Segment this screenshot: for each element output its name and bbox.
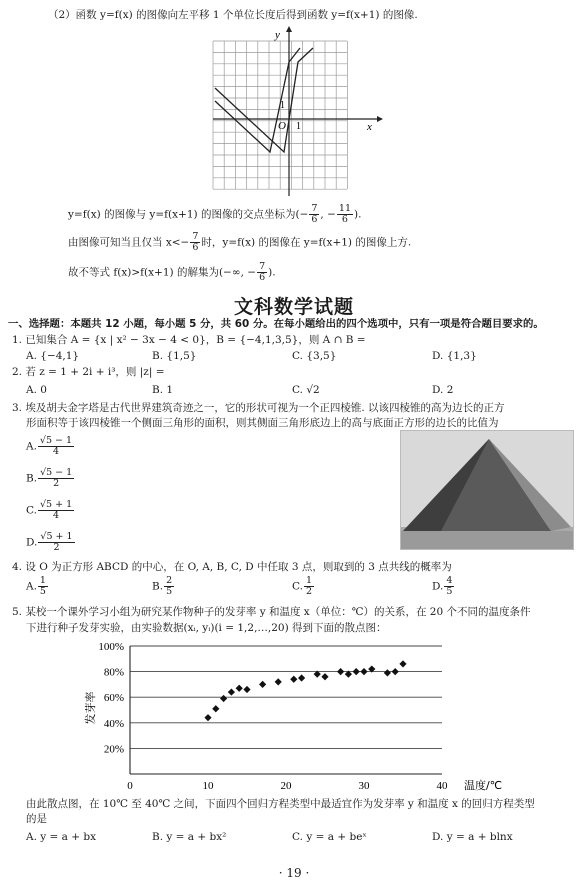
q4-option-b: B. $\frac{2}{5}$ [152,575,173,597]
data-point [290,676,297,683]
q2-stem: 2. 若 z = 1 + 2i + i³，则 |z| = [12,366,165,378]
y-tick-label: 60% [103,692,124,705]
q3-option-a: A. $\frac{√5 - 1}{4}$ [26,435,73,457]
y-tick-label: 100% [98,641,124,653]
data-point [220,695,227,702]
q1-option-d: D. {1,3} [432,350,477,362]
solution-line: 故不等式 f(x)>f(x+1) 的解集为(−∞, − $\frac{7}{6}$ ). [68,261,276,283]
graph-y-one-label: 1 [280,100,285,111]
q2-option-d: D. 2 [432,384,454,396]
q5-option-b: B. y = a + bx² [152,831,227,843]
intersection-line: y=f(x) 的图像与 y=f(x+1) 的图像的交点坐标为(− $\frac{7}{6}$ , − $\frac{11}{6}$ ). [68,203,362,225]
function-graph [205,26,385,206]
x-tick-label: 10 [202,780,214,792]
data-point [353,668,360,675]
q4-option-d: D. $\frac{4}{5}$ [432,575,453,597]
data-point [228,688,235,695]
data-point [259,681,266,688]
q5-option-a: A. y = a + bx [26,831,97,843]
observation-line: 由图像可知当且仅当 x<− $\frac{7}{6}$ 时，y=f(x) 的图像在 y=f(x+1) 的图像上方. [68,231,412,253]
data-point [243,686,250,693]
q4-stem: 4. 设 O 为正方形 ABCD 的中心，在 O, A, B, C, D 中任取 3 点，则取到的 3 点共线的概率为 [12,561,452,573]
q4-option-a: A. $\frac{1}{5}$ [26,575,46,597]
y-tick-label: 20% [103,743,124,756]
q5-after-line1: 由此散点图，在 10℃ 至 40℃ 之间，下面四个回归方程类型中最适宜作为发芽率 y 和温度 x 的回归方程类型 [26,798,535,810]
data-point [236,685,243,692]
q5-option-c: C. y = a + beˣ [292,831,367,843]
q1-option-b: B. {1,5} [152,350,197,362]
data-point [360,668,367,675]
q1-option-a: A. {−4,1} [26,350,80,362]
q5-stem-line1: 5. 某校一个课外学习小组为研究某作物种子的发芽率 y 和温度 x（单位：℃）的关系，在 20 个不同的温度条件 [12,606,531,618]
q1-stem: 1. 已知集合 A = {x | x² − 3x − 4 < 0}，B = {−4,1,3,5}，则 A ∩ B = [12,334,366,346]
q5-option-d: D. y = a + blnx [432,831,513,843]
x-axis-label: 温度/℃ [464,779,503,792]
q2-option-c: C. √2 [292,384,320,396]
data-point [337,668,344,675]
q3-option-d: D. $\frac{√5 + 1}{2}$ [26,531,73,553]
x-tick-label: 20 [280,780,292,792]
data-point [399,660,406,667]
y-tick-label: 80% [103,666,124,679]
data-point [321,673,328,680]
data-point [298,674,305,681]
x-tick-label: 40 [436,780,448,792]
q3-option-c: C. $\frac{√5 + 1}{4}$ [26,499,73,521]
graph-origin-label: O [278,120,286,132]
q3-option-b: B. $\frac{√5 - 1}{2}$ [26,467,73,489]
data-point [392,668,399,675]
graph-x-one-label: 1 [296,121,301,132]
y-tick-label: 40% [103,717,124,730]
graph-x-label: x [367,121,372,133]
part2-text: （2）函数 y=f(x) 的图像向左平移 1 个单位长度后得到函数 y=f(x+1) 的图像. [48,9,418,21]
data-point [204,714,211,721]
q2-option-b: B. 1 [152,384,174,396]
section-title: 文科数学试题 [233,296,354,318]
q4-option-c: C. $\frac{1}{2}$ [292,575,313,597]
q2-option-a: A. 0 [26,384,47,396]
data-point [275,678,282,685]
q5-after-line2: 的是 [26,813,47,825]
q1-option-c: C. {3,5} [292,350,337,362]
page-number: · 19 · [278,866,310,880]
y-axis-label: 发芽率 [84,691,97,725]
germination-scatter-chart [70,638,520,798]
q3-stem-line1: 3. 埃及胡夫金字塔是古代世界建筑奇迹之一，它的形状可视为一个正四棱锥. 以该四棱锥的高为边长的正方 [12,402,505,414]
data-point [384,669,391,676]
x-tick-label: 0 [127,780,133,792]
q5-stem-line2: 下进行种子发芽实验，由实验数据(xᵢ, yᵢ)(i = 1,2,…,20) 得到下面的散点图： [26,622,387,634]
x-tick-label: 30 [358,780,370,792]
pyramid-photo [400,430,574,550]
q3-stem-line2: 形面积等于该四棱锥一个侧面三角形的面积，则其侧面三角形底边上的高与底面正方形的边长的比值为 [26,417,499,429]
section1-heading: 一、选择题：本题共 12 小题，每小题 5 分，共 60 分。在每小题给出的四个选项中，只有一项是符合题目要求的。 [8,318,544,330]
data-point [212,705,219,712]
graph-y-label: y [275,29,280,41]
